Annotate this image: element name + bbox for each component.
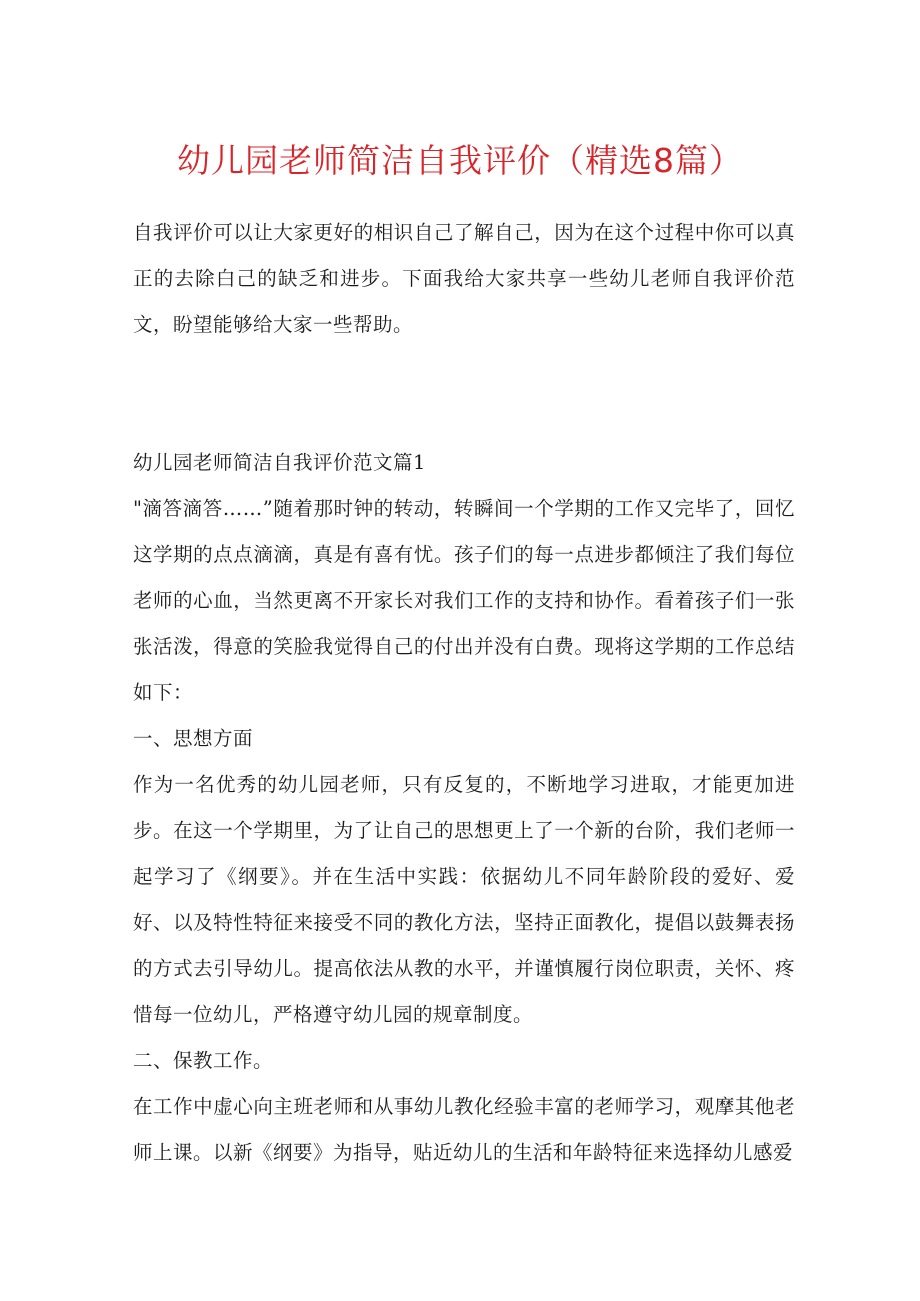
body-paragraph-3: 在工作中虚心向主班老师和从事幼儿教化经验丰富的老师学习，观摩其他老师上课。以新《纲要》为指导，贴近幼儿的生活和年龄特征来选择幼儿感爱 bbox=[133, 1095, 795, 1164]
section-title: 幼儿园老师简洁自我评价范文篇1 bbox=[133, 451, 426, 474]
document-body bbox=[133, 210, 795, 1176]
document-title: 幼儿园老师简洁自我评价（精选8篇） bbox=[177, 141, 743, 180]
section-spacer bbox=[133, 348, 795, 440]
subheading-thoughts: 一、思想方面 bbox=[133, 727, 254, 750]
intro-paragraph: 自我评价可以让大家更好的相识自己了解自己，因为在这个过程中你可以真正的去除白己的缺乏和进步。下面我给大家共享一些幼儿老师自我评价范文，盼望能够给大家一些帮助。 bbox=[133, 221, 795, 336]
body-paragraph-2: 作为一名优秀的幼儿园老师，只有反复的，不断地学习进取，才能更加进步。在这一个学期里，为了让自己的思想更上了一个新的台阶，我们老师一起学习了《纲要》。并在生活中实践：依据幼儿不同年龄阶段的爱好、爱好、以及特性特征来接受不同的教化方法，坚持正面教化，提倡以鼓舞表扬的方式去引导幼儿。提高依法从教的水平，并谨慎履行岗位职责，关怀、疼惜每一位幼儿，严格遵守幼儿园的规章制度。 bbox=[133, 773, 795, 1026]
subheading-care-education: 二、保教工作。 bbox=[133, 1049, 274, 1072]
body-paragraph-1: "滴答滴答……”随着那时钟的转动，转瞬间一个学期的工作又完毕了，回忆这学期的点点滴滴，真是有喜有忧。孩子们的每一点进步都倾注了我们每位老师的心血，当然更离不开家长对我们工作的支持和协作。看着孩子们一张张活泼，得意的笑脸我觉得自己的付出并没有白费。现将这学期的工作总结如下： bbox=[133, 497, 795, 704]
